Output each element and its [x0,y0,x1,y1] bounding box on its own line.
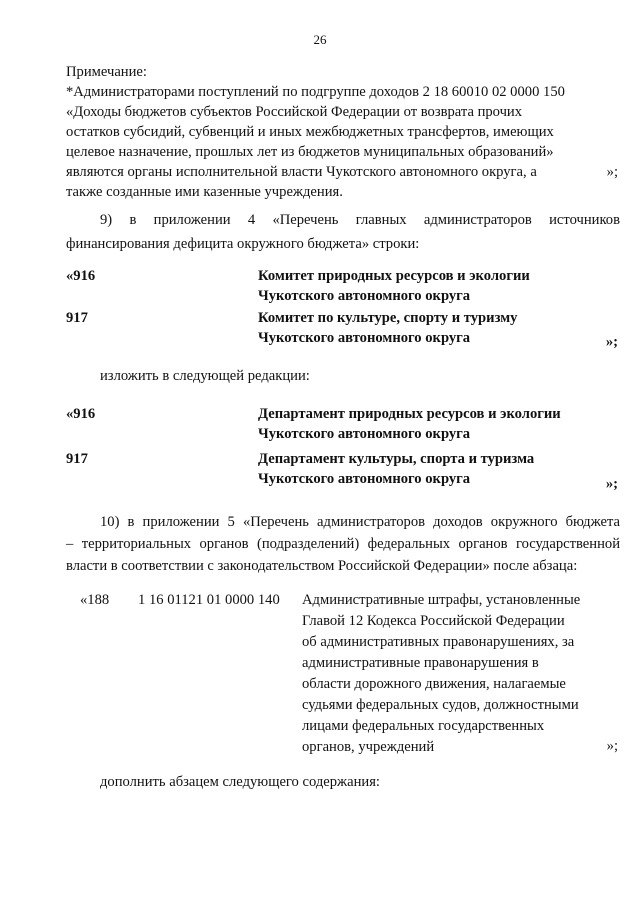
row-desc-line: Чукотского автономного округа [258,288,471,304]
item-10-line: – территориальных органов (подразделений) федеральных органов государственной [66,536,620,552]
item-10-line: 10) в приложении 5 «Перечень администраторов доходов окружного бюджета [100,514,620,530]
admin-row-closing-mark: »; [606,738,618,754]
row-desc-line: Департамент культуры, спорта и туризма [258,451,535,467]
desc-line: Административные штрафы, установленные [302,592,581,608]
row-description [258,308,618,348]
row-desc-line: Чукотского автономного округа [258,471,471,487]
item-9-line: финансирования дефицита окружного бюджета» строки: [66,236,420,252]
note-line: *Администраторами поступлений по подгруппе доходов 2 18 60010 02 0000 150 [66,84,565,100]
row-desc-line: Департамент природных ресурсов и экологии [258,406,561,422]
desc-line: судьями федеральных судов, должностными [302,697,579,713]
note-line: также созданные ими казенные учреждения. [66,184,343,200]
note-line: остатков субсидий, субвенций и иных межбюджетных трансфертов, имеющих [66,124,554,140]
item-9-line: 9) в приложении 4 «Перечень главных администраторов источников [100,212,620,228]
desc-line: Главой 12 Кодекса Российской Федерации [302,613,565,629]
desc-line: об административных правонарушениях, за [302,634,575,650]
note-line: целевое назначение, прошлых лет из бюджетов муниципальных образований» [66,144,554,160]
row-desc-line: Чукотского автономного округа [258,426,471,442]
row-description [258,266,618,306]
row-desc-line: Комитет природных ресурсов и экологии [258,268,530,284]
row-code: 917 [66,451,88,467]
desc-line: органов, учреждений [302,739,435,755]
row-code: «916 [66,268,96,284]
item-10-line: власти в соответствии с законодательством Российской Федерации» после абзаца: [66,558,578,574]
income-description [302,590,602,758]
desc-line: административные правонарушения в [302,655,539,671]
note-line: «Доходы бюджетов субъектов Российской Федерации от возврата прочих [66,104,523,120]
row-desc-line: Чукотского автономного округа [258,330,471,346]
row-code: «916 [66,406,96,422]
row-code: 917 [66,310,88,326]
note-closing-mark: »; [606,164,618,180]
old-rows-closing-mark: »; [605,334,618,350]
item-9-paragraph [66,210,620,254]
new-rows-closing-mark: »; [605,476,618,492]
desc-line: лицами федеральных государственных [302,718,545,734]
row-description [258,404,618,444]
note-title: Примечание: [66,64,147,80]
note-line: являются органы исполнительной власти Чукотского автономного округа, а [66,164,537,180]
page-number: 26 [313,32,327,47]
replace-instruction: изложить в следующей редакции: [100,368,310,384]
note-block [66,62,596,202]
row-description [258,449,618,489]
income-code: 1 16 01121 01 0000 140 [138,592,280,608]
admin-code: «188 [80,592,110,608]
item-10-paragraph [66,512,620,576]
note-body [66,82,596,202]
supplement-instruction: дополнить абзацем следующего содержания: [100,774,380,790]
row-desc-line: Комитет по культуре, спорту и туризму [258,310,518,326]
desc-line: области дорожного движения, налагаемые [302,676,566,692]
